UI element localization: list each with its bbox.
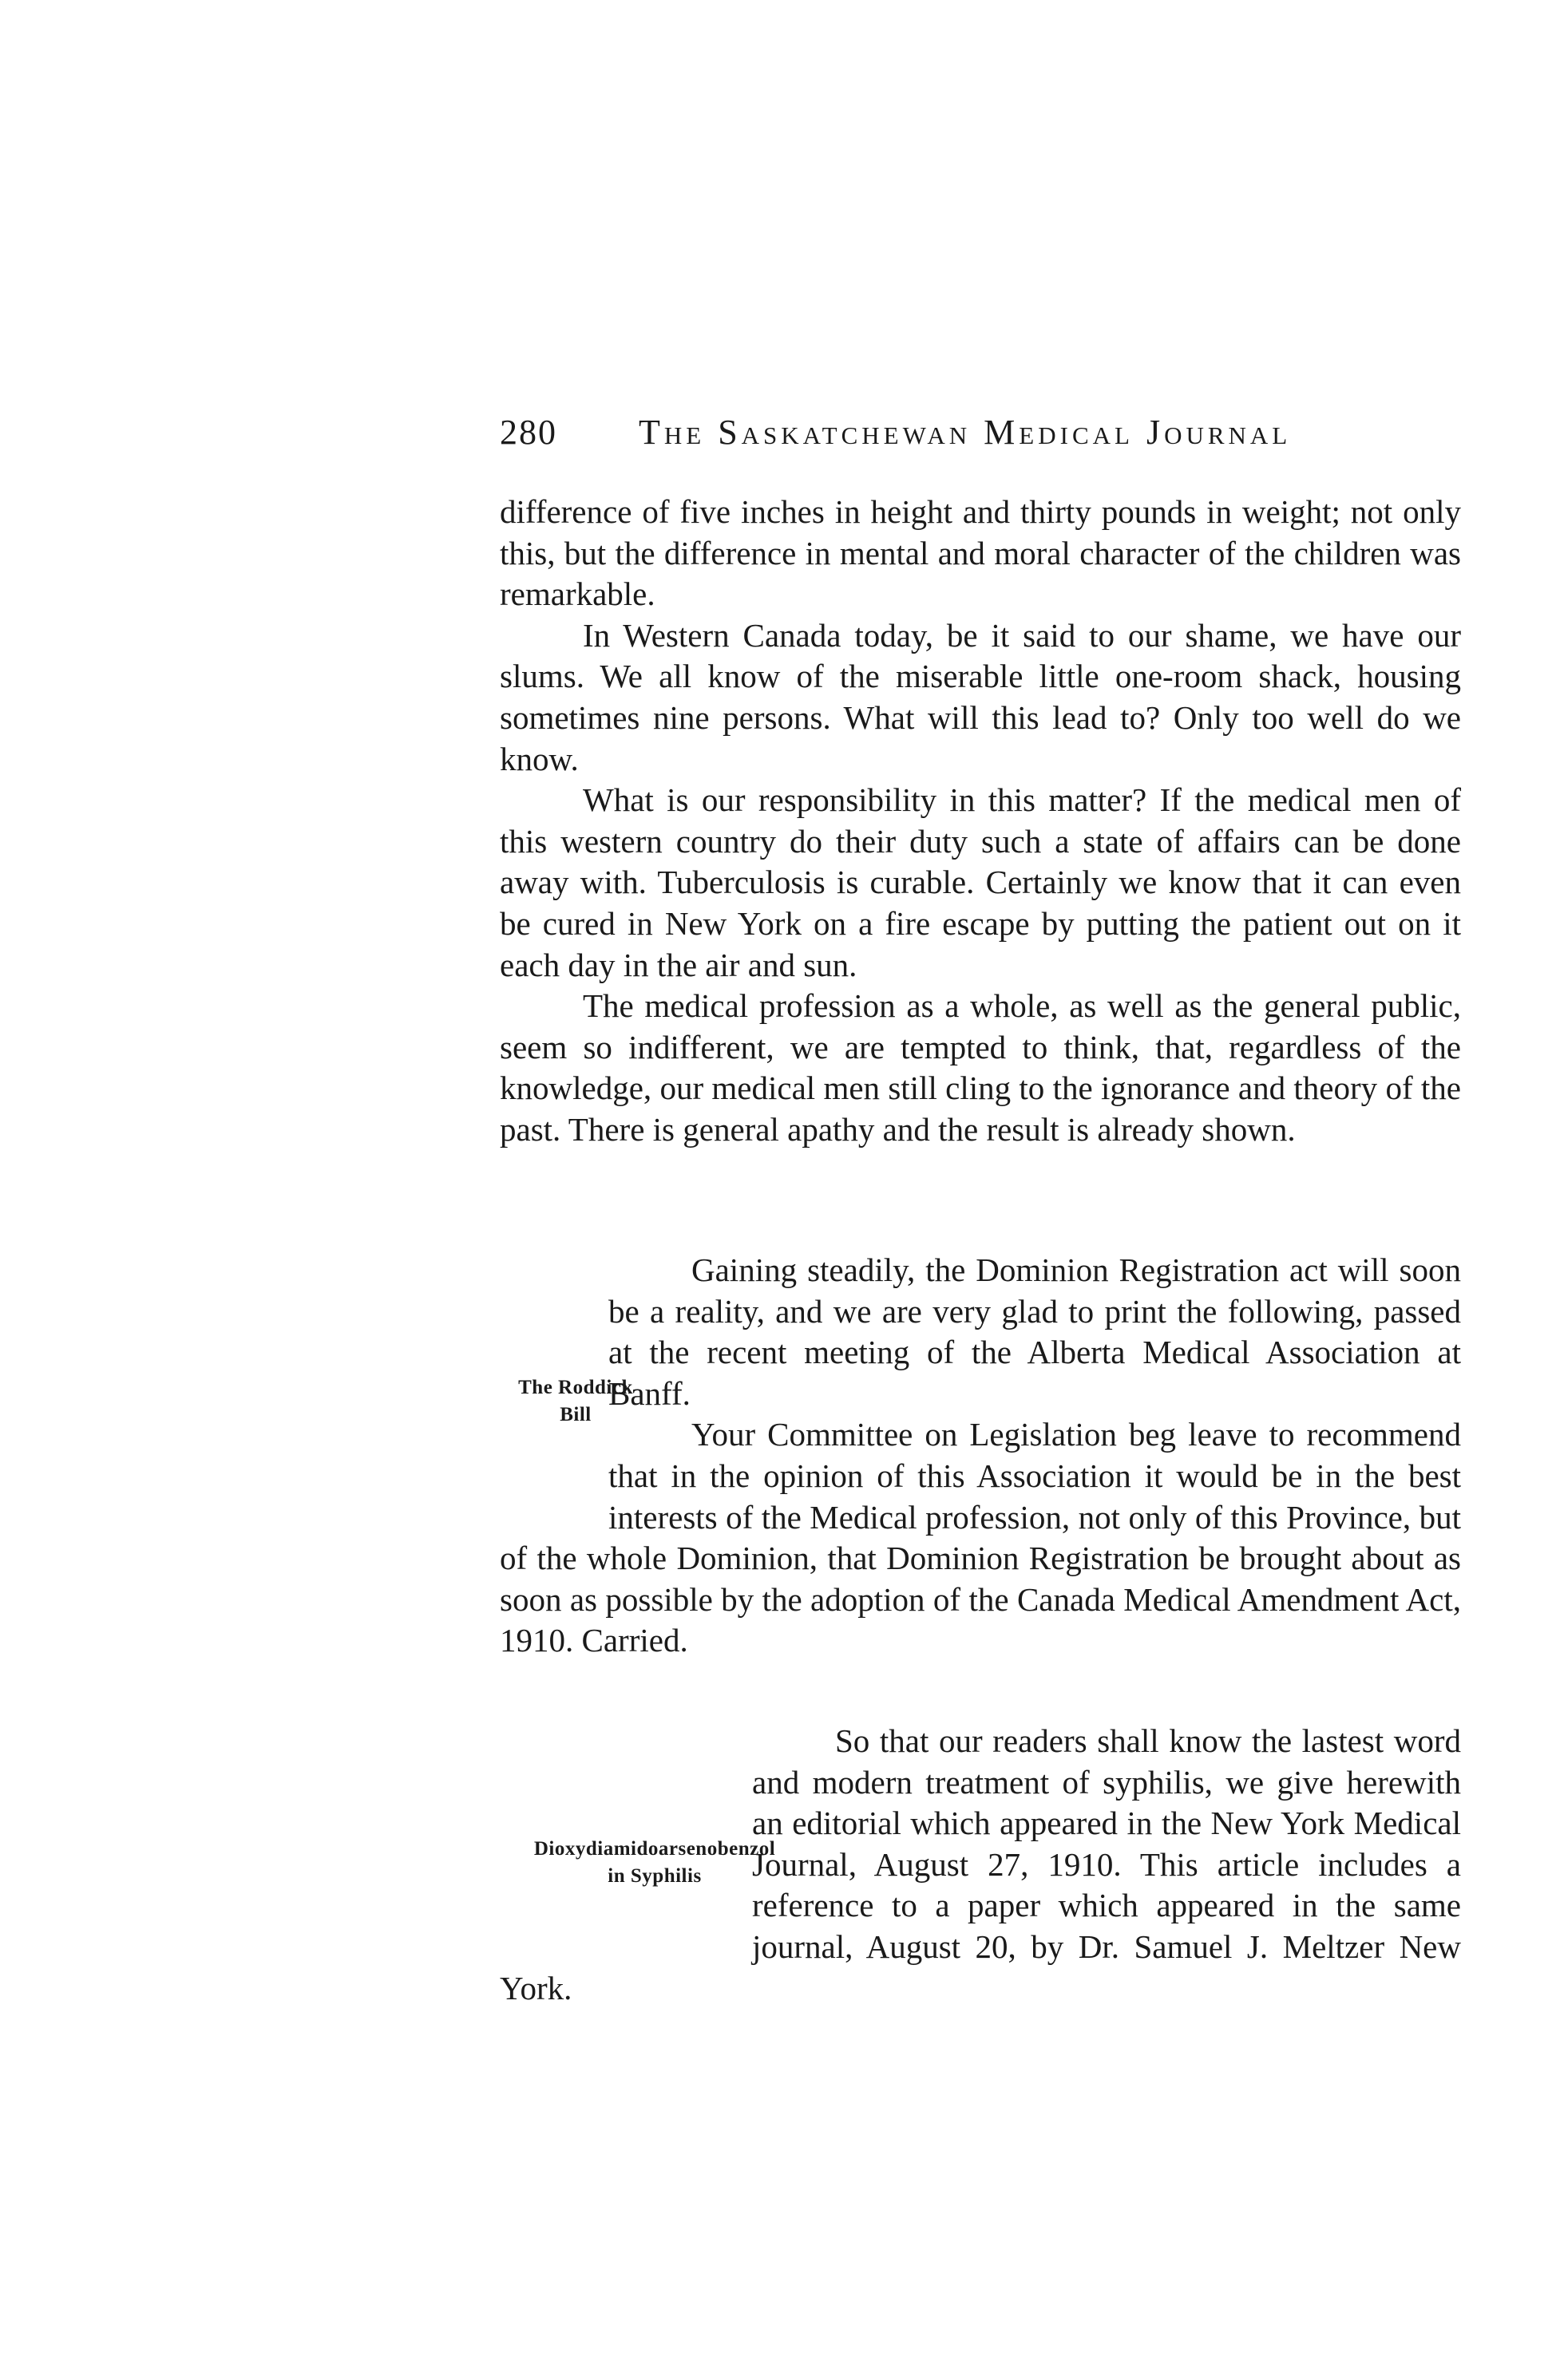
paragraph: What is our responsibility in this matter? If the medical men of this western country do their duty such a state of affairs can be done away with. Tuberculosis is curable. Certainly we know that it can even be cured in New York on a fire escape by putting the patient out on it each day in the air and sun. [500,781,1461,983]
sidenote-dioxydiamidoarsenobenzol [479,1836,830,1890]
paragraph: In Western Canada today, be it said to our shame, we have our slums. We all know of the miserable little one-room shack, housing sometimes nine persons. What will this lead to? Only too well do we know. [500,616,1461,777]
committee-resolution: Your Committee on Legislation beg leave to recommend that in the opinion of this Association it would be in the best interests of the Medical profession, not only of this Province, but of the whole Dominion, that Dominion Registration be brought about as soon as possible by the adoption of the Canada Medical Amendment Act, 1910. Carried. [500,1416,1461,1659]
running-title: The Saskatchewan Medical Journal [639,413,1292,452]
paragraph: difference of five inches in height and thirty pounds in weight; not only this, but the difference in mental and moral character of the children was remarkable. [500,493,1461,613]
syphilis-paragraph: So that our readers shall know the lastest word and modern treatment of syphilis, we give herewith an editorial which appeared in the New York Medical Journal, August 27, 1910. This article includes a reference to a paper which appeared in the same journal, August 20, by Dr. Samuel J. Meltzer New York. [500,1721,1461,2009]
roddick-lead-paragraph: Gaining steadily, the Dominion Registration act will soon be a reality, and we are very glad to print the following, passed at the recent meeting of the Alberta Medical Association at Banff. [500,1250,1461,1414]
paragraph: The medical profession as a whole, as well as the general public, seem so indifferent, we are tempted to think, that, regardless of the knowledge, our medical men still cling to the ignorance and theory of the past. There is general apathy and the result is already shown. [500,987,1461,1148]
sidenote-line: Bill [560,1404,592,1425]
sidenote-line: Dioxydiamidoarsenobenzol [533,1838,776,1860]
roddick-bill-section [500,1250,1461,1662]
article-continuation [500,492,1461,1151]
sidenote-line: The Roddick [518,1377,633,1398]
sidenote-line: in Syphilis [608,1865,702,1887]
page-number: 280 [500,413,557,452]
sidenote-roddick-bill [484,1374,667,1429]
page-header [500,412,1478,460]
